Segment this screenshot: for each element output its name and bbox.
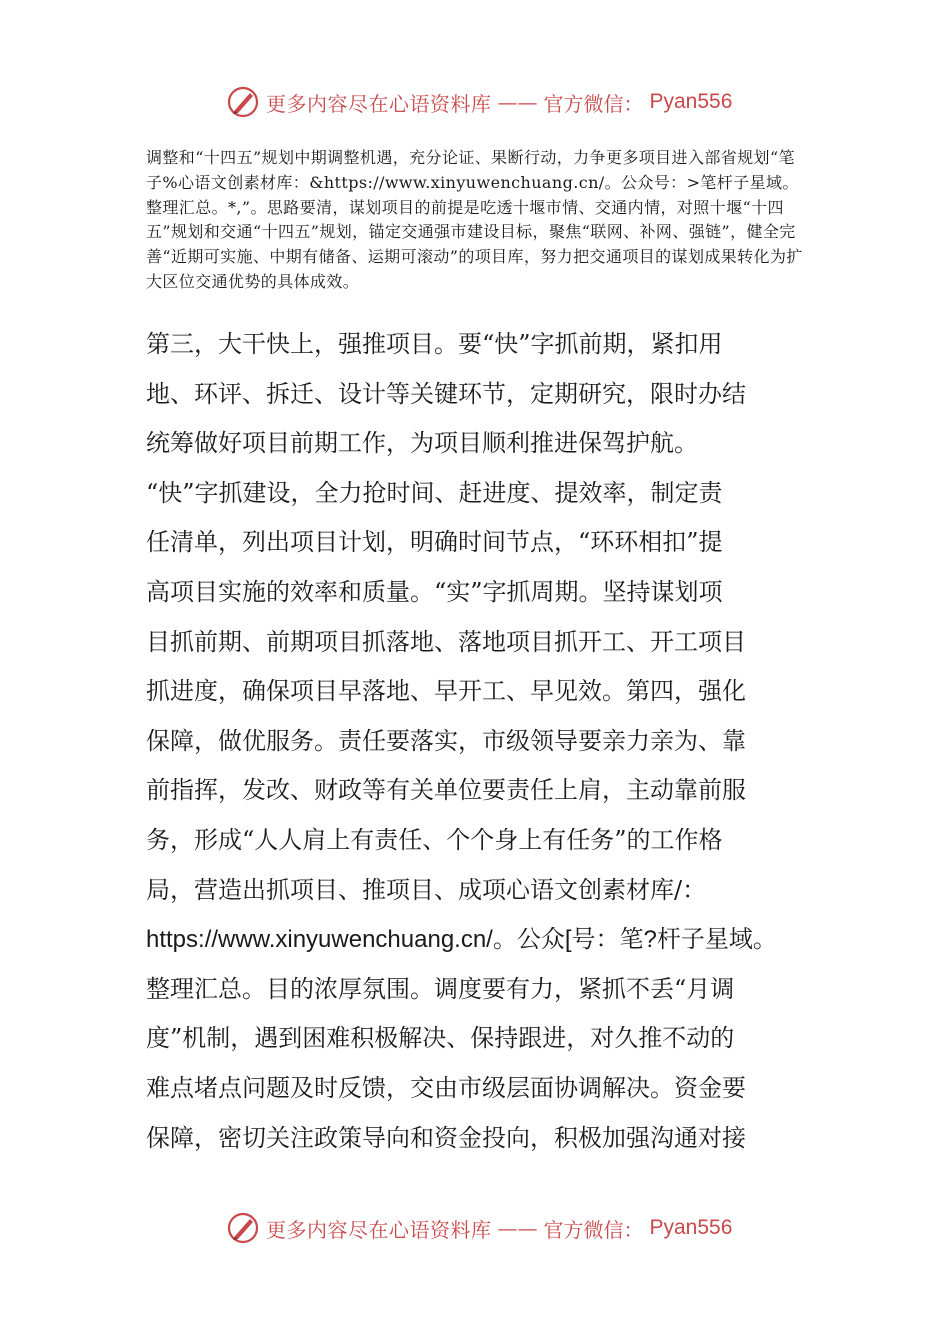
- body-line: 抓进度，确保项目早落地、早开工、早见效。第四，强化: [146, 677, 746, 706]
- footer-banner: [226, 1208, 732, 1248]
- banner-separator: ——: [497, 1216, 538, 1240]
- intro-paragraph: 调整和“十四五”规划中期调整机遇，充分论证、果断行动，力争更多项目进入部省规划“笔子%心语文创素材库：&https://www.xinyuwenchuang.cn/。公众号：>笔杆子星域。整理汇总。*,”。思路要清，谋划项目的前提是吃透十堰市情、交通内情，对照十堰“十四五”规划和交通“十四五”规划，锚定交通强市建设目标，聚焦“联网、补网、强链”，健全完善“近期可实施、中期有储备、运期可滚动”的项目库，努力把交通项目的谋划成果转化为扩大区位交通优势的具体成效。: [146, 148, 803, 291]
- banner-wechat-id: Pyan556: [649, 1216, 733, 1239]
- body-line: 目抓前期、前期项目抓落地、落地项目抓开工、开工项目: [146, 627, 746, 656]
- banner-wechat-id: Pyan556: [649, 90, 733, 113]
- body-line: 度”机制，遇到困难积极解决、保持跟进，对久推不动的: [146, 1024, 735, 1053]
- pen-logo-icon: [226, 85, 260, 119]
- body-text: [146, 320, 810, 1163]
- body-line: 高项目实施的效率和质量。“实”字抓周期。坚持谋划项: [146, 577, 723, 606]
- body-line: https://www.xinyuwenchuang.cn/。公众[号：笔?杆子星域。: [146, 926, 777, 954]
- body-line: 难点堵点问题及时反馈，交由市级层面协调解决。资金要: [146, 1073, 746, 1102]
- banner-wechat-label: 官方微信：: [543, 91, 644, 116]
- banner-slogan: 更多内容尽在心语资料库: [266, 91, 492, 116]
- body-line: 统筹做好项目前期工作，为项目顺利推进保驾护航。: [146, 429, 698, 458]
- body-line: 整理汇总。目的浓厚氛围。调度要有力，紧抓不丢“月调: [146, 974, 735, 1003]
- body-line: 务，形成“人人肩上有责任、个个身上有任务”的工作格: [146, 825, 723, 854]
- body-line: 前指挥，发改、财政等有关单位要责任上肩，主动靠前服: [146, 776, 746, 805]
- body-line: 任清单，列出项目计划，明确时间节点，“环环相扣”提: [146, 528, 723, 557]
- body-line: “快”字抓建设，全力抢时间、赶进度、提效率，制定责: [146, 478, 723, 507]
- banner-slogan: 更多内容尽在心语资料库: [266, 1217, 492, 1242]
- body-line: 局，营造出抓项目、推项目、成项心语文创素材库/：: [146, 875, 707, 904]
- body-line: 保障，密切关注政策导向和资金投向，积极加强沟通对接: [146, 1123, 746, 1152]
- body-line: 保障，做优服务。责任要落实，市级领导要亲力亲为、靠: [146, 726, 746, 755]
- pen-logo-icon: [226, 1211, 260, 1245]
- header-banner: [226, 82, 732, 122]
- body-line: 地、环评、拆迁、设计等关键环节，定期研究，限时办结: [146, 379, 746, 408]
- banner-separator: ——: [497, 90, 538, 114]
- banner-wechat-label: 官方微信：: [543, 1217, 644, 1242]
- body-line: 第三，大干快上，强推项目。要“快”字抓前期，紧扣用: [146, 330, 723, 358]
